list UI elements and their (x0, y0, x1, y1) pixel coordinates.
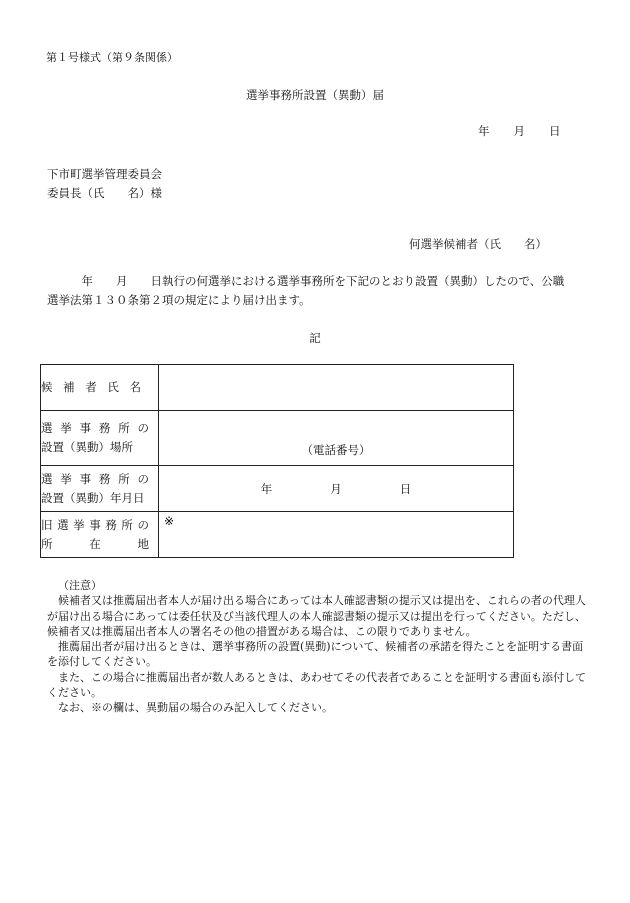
addressee-block (47, 165, 162, 203)
body-line-2: 選挙法第１３０条第２項の規定により届け出ます。 (47, 293, 311, 307)
office-date-day: 日 (399, 481, 412, 496)
candidate-name-label (41, 365, 159, 411)
notes-heading: （注意） (58, 579, 102, 592)
candidate-name-field[interactable] (159, 365, 514, 411)
label-char: 在 (89, 536, 101, 551)
label-char: 挙 (73, 517, 85, 532)
office-date-month: 月 (330, 481, 342, 496)
label-char: 候 (41, 380, 53, 394)
table-row (41, 466, 514, 512)
label-char: 事 (79, 471, 92, 486)
label-char: 選 (41, 421, 53, 435)
label-line-2: 設置（異動）場所 (41, 440, 133, 454)
label-char: 地 (137, 536, 149, 551)
addressee-organization: 下市町選挙管理委員会 (47, 167, 162, 181)
office-location-label (41, 411, 159, 466)
office-date-year: 年 (260, 481, 273, 496)
date-month: 月 (513, 124, 525, 138)
office-location-field[interactable] (159, 411, 514, 466)
label-char: 務 (98, 471, 111, 486)
table-row (41, 365, 514, 411)
label-char: 者 (85, 380, 97, 394)
office-form-table (40, 364, 514, 558)
office-date-field[interactable] (159, 466, 514, 512)
table-row (41, 512, 514, 558)
form-number-label: 第１号様式（第９条関係） (46, 51, 178, 64)
body-line-1: 年 月 日執行の何選挙における選挙事務所を下記のとおり設置（異動）したので、公職 (47, 274, 565, 288)
label-char: 挙 (60, 471, 72, 486)
notes-section (47, 578, 587, 716)
former-office-field[interactable] (159, 512, 514, 558)
label-char: 事 (89, 517, 101, 532)
label-char: 挙 (60, 421, 72, 435)
phone-number-label: （電話番号） (301, 443, 371, 457)
note-paragraph-2: 推薦届出者が届け出るときは、選挙事務所の設置(異動)について、候補者の承諾を得たことを証明する書面を添付してください。 (47, 640, 584, 669)
ki-heading: 記 (309, 331, 321, 345)
label-char: の (137, 517, 149, 532)
note-paragraph-3: また、この場合に推薦届出者が数人あるときは、あわせてその代表者であることを証明する書面も添付してください。 (47, 670, 586, 700)
label-char: の (137, 421, 149, 435)
date-year: 年 (478, 124, 490, 138)
submission-date (478, 123, 561, 139)
label-char: 所 (121, 517, 133, 532)
label-char: 務 (98, 421, 111, 435)
note-paragraph-4: なお、※の欄は、異動届の場合のみ記入してください。 (58, 701, 333, 715)
date-day: 日 (549, 124, 561, 138)
addressee-chairperson: 委員長（氏 名）様 (47, 186, 162, 200)
label-char: 名 (129, 380, 141, 394)
label-char: 所 (41, 536, 53, 551)
label-char: 務 (105, 517, 117, 532)
label-char: 補 (63, 380, 75, 394)
body-text (47, 272, 564, 310)
label-char: 旧 (41, 517, 53, 532)
label-char: 事 (79, 421, 92, 435)
former-office-label (41, 512, 159, 558)
office-date-parts (159, 481, 513, 497)
table-row (41, 411, 514, 466)
label-char: 所 (118, 471, 130, 486)
document-title: 選挙事務所設置（異動）届 (246, 88, 384, 102)
office-date-label (41, 466, 159, 512)
label-line-2: 設置（異動）年月日 (41, 490, 145, 505)
label-char: 選 (41, 471, 53, 486)
note-paragraph-1: 候補者又は推薦届出者本人が届け出る場合にあっては本人確認書類の提示又は提出を、これらの者の代理人が届け出る場合にあっては委任状及び当該代理人の本人確認書類の提示又は提出を行ってください。ただし、候補者又は推薦届出者本人の署名その他の措置がある場合は、この限りでありません。 (47, 594, 586, 638)
label-char: の (137, 471, 149, 486)
label-char: 所 (118, 421, 130, 435)
label-char: 氏 (107, 380, 119, 394)
applicant-name: 何選挙候補者（氏 名） (409, 237, 547, 251)
label-char: 選 (57, 517, 69, 532)
asterisk-mark: ※ (164, 514, 175, 528)
